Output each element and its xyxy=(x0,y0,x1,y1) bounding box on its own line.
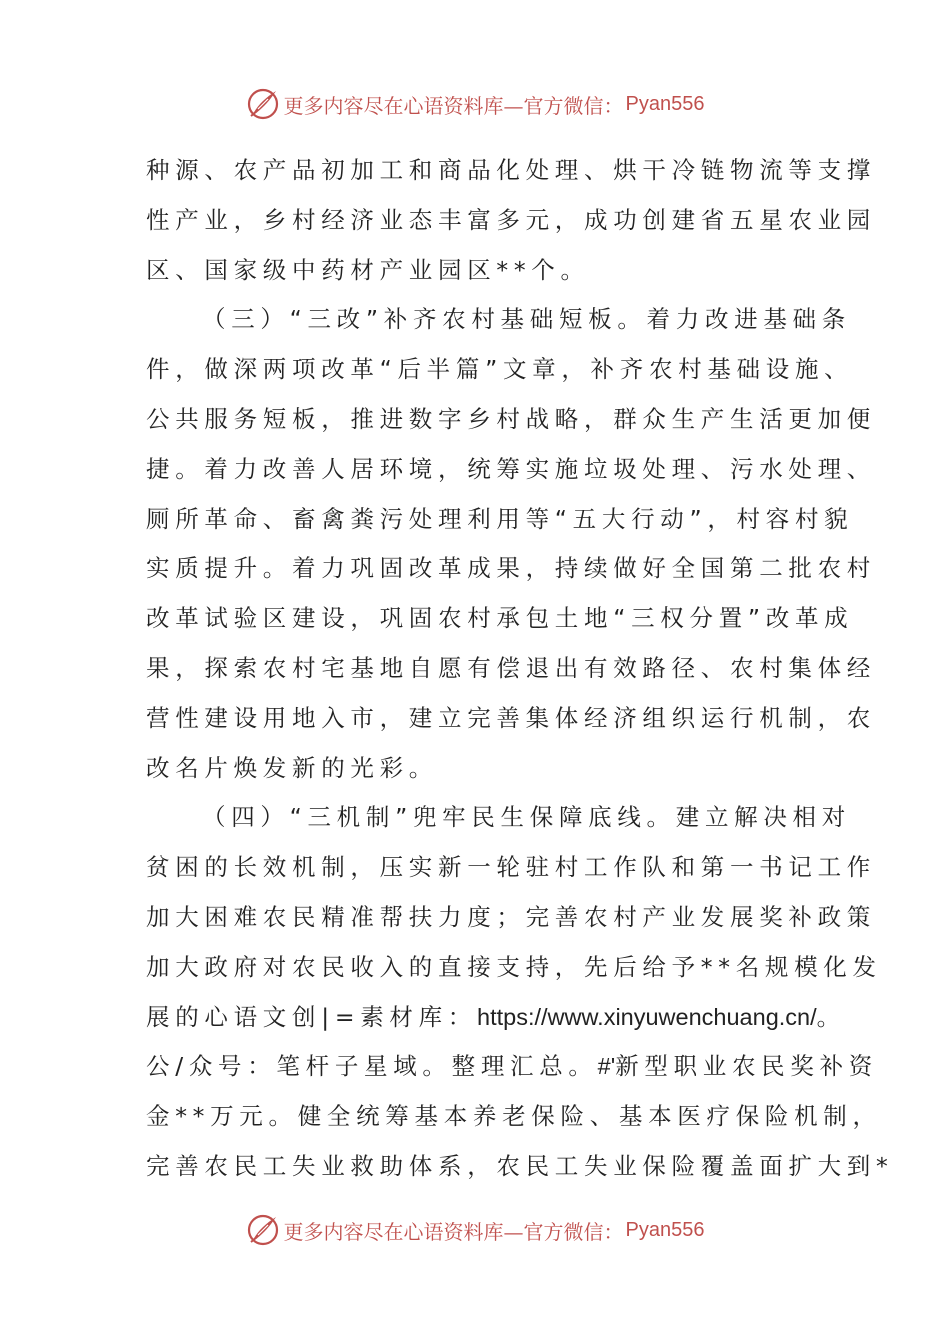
line-18-prefix: 公/众号：笔杆子星域。整理汇总。 xyxy=(146,1052,598,1081)
line-17-suffix: 。 xyxy=(816,1002,846,1031)
section-heading-3: （三）“三改”补齐农村基础短板。着力改进基础条 xyxy=(202,305,851,334)
text-line: 贫困的长效机制，压实新一轮驻村工作队和第一书记工作 xyxy=(146,853,876,882)
text-line: 加大政府对农民收入的直接支持，先后给予**名规模化发 xyxy=(146,952,882,981)
header-banner xyxy=(0,84,950,124)
text-line: 改名片焕发新的光彩。 xyxy=(146,753,438,782)
line-17-prefix: 展的心语文创|=素材库： xyxy=(146,1002,478,1031)
text-line: 公共服务短板，推进数字乡村战略，群众生产生活更加便 xyxy=(146,404,876,433)
line-18-mark: #' xyxy=(597,1053,616,1080)
text-line: 性产业，乡村经济业态丰富多元，成功创建省五星农业园 xyxy=(146,205,876,234)
text-line-with-url xyxy=(146,993,846,1043)
document-body xyxy=(146,146,894,1192)
text-line: 捷。着力改善人居环境，统筹实施垃圾处理、污水处理、 xyxy=(146,454,876,483)
text-line: 改革试验区建设，巩固农村承包土地“三权分置”改革成 xyxy=(146,604,854,633)
header-banner-text: 更多内容尽在心语资料库—官方微信： xyxy=(283,93,624,118)
website-link[interactable]: https://www.xinyuwenchuang.cn/ xyxy=(477,1003,817,1030)
text-line: 金**万元。健全统筹基本养老保险、基本医疗保险机制， xyxy=(146,1102,882,1131)
text-line: 加大困难农民精准帮扶力度；完善农村产业发展奖补政策 xyxy=(146,902,876,931)
footer-wechat-id: Pyan556 xyxy=(625,1218,705,1241)
quill-pen-logo-icon xyxy=(246,1213,280,1247)
text-line: 件，做深两项改革“后半篇”文章，补齐农村基础设施、 xyxy=(146,355,854,384)
section-heading-4: （四）“三机制”兜牢民生保障底线。建立解决相对 xyxy=(202,803,851,832)
footer-banner xyxy=(0,1210,950,1250)
text-line-with-mark xyxy=(146,1042,878,1092)
text-line: 营性建设用地入市，建立完善集体经济组织运行机制，农 xyxy=(146,703,876,732)
text-line: 区、国家级中药材产业园区**个。 xyxy=(146,255,590,284)
line-18-suffix: 新型职业农民奖补资 xyxy=(615,1052,878,1081)
header-wechat-id: Pyan556 xyxy=(625,92,705,115)
text-line: 实质提升。着力巩固改革成果，持续做好全国第二批农村 xyxy=(146,554,876,583)
text-line: 果，探索农村宅基地自愿有偿退出有效路径、农村集体经 xyxy=(146,653,876,682)
quill-pen-logo-icon xyxy=(246,87,280,121)
text-line: 种源、农产品初加工和商品化处理、烘干冷链物流等支撑 xyxy=(146,156,876,184)
text-line: 厕所革命、畜禽粪污处理利用等“五大行动”，村容村貌 xyxy=(146,504,854,533)
footer-banner-text: 更多内容尽在心语资料库—官方微信： xyxy=(283,1219,624,1244)
text-line: 完善农民工失业救助体系，农民工失业保险覆盖面扩大到* xyxy=(146,1151,894,1180)
